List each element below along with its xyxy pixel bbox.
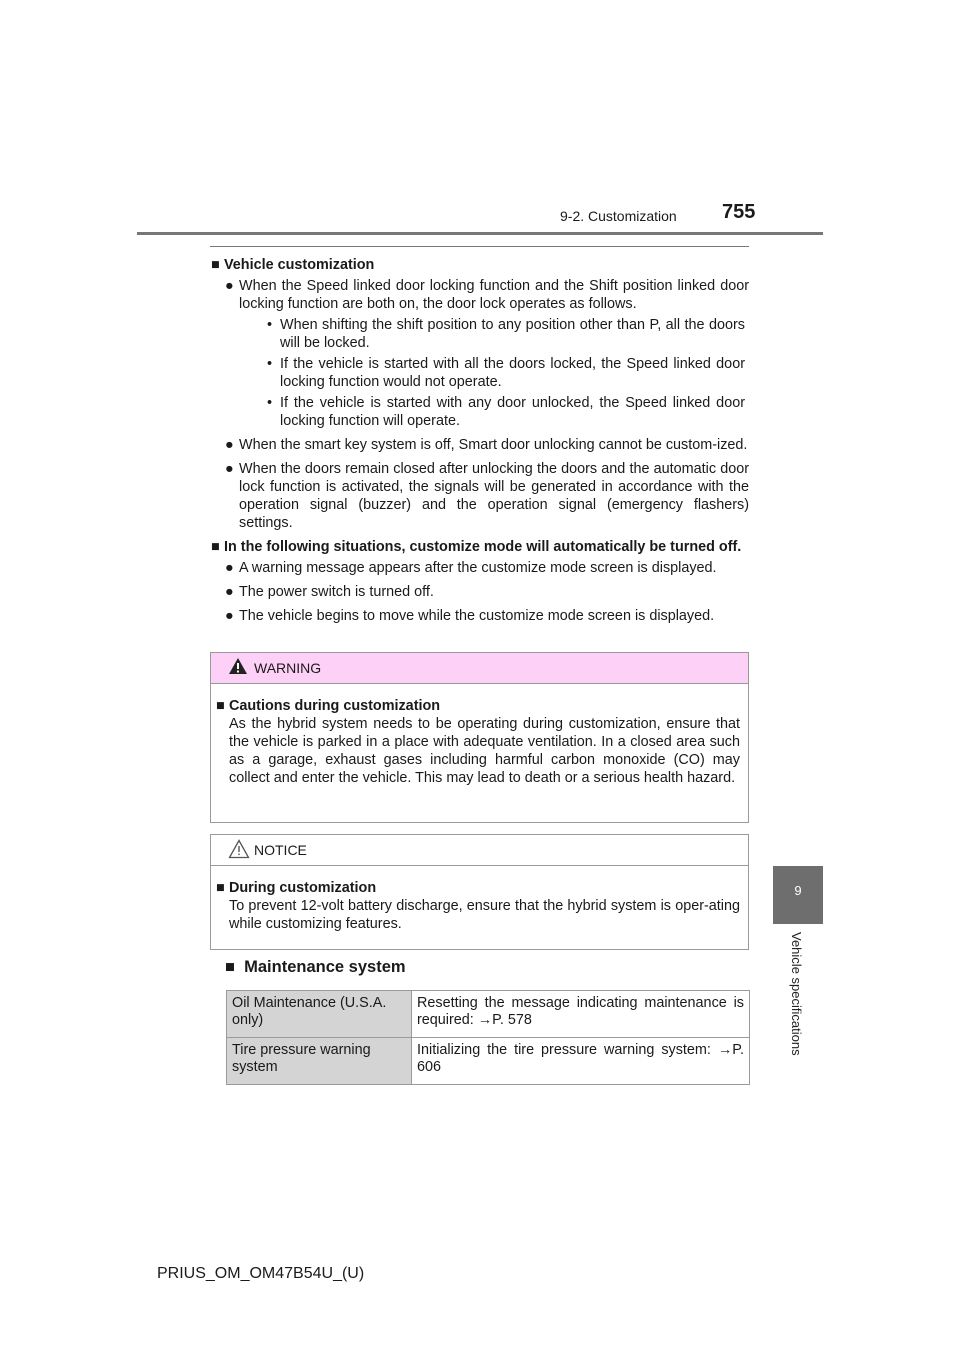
table-row — [227, 1038, 750, 1085]
round-bullet-icon: ● — [225, 560, 234, 576]
maintenance-heading: ■ Maintenance system — [225, 958, 406, 976]
notice-title: ■ During customization — [216, 880, 377, 896]
header-divider — [137, 232, 823, 235]
sub-list-item: • If the vehicle is started with any door unlocked, the Speed linked door locking function will operate. — [267, 395, 745, 429]
round-bullet-icon: ● — [225, 437, 234, 453]
auto-off-heading: ■ In the following situations, customize mode will automatically be turned off. — [211, 539, 742, 555]
square-bullet-icon: ■ — [225, 958, 235, 976]
list-item: ● A warning message appears after the customize mode screen is displayed. — [225, 560, 717, 576]
round-bullet-icon: ● — [225, 608, 234, 624]
warning-header — [211, 653, 748, 684]
square-bullet-icon: ■ — [216, 698, 225, 714]
warning-body — [211, 684, 748, 787]
content-divider — [210, 246, 749, 247]
document-code: PRIUS_OM_OM47B54U_(U) — [157, 1265, 365, 1282]
sub-list-item: • If the vehicle is started with all the doors locked, the Speed linked door locking function would not operate. — [267, 356, 745, 390]
notice-triangle-icon — [228, 839, 250, 859]
chapter-tab-label: Vehicle specifications — [789, 932, 804, 1056]
table-cell-label: Oil Maintenance (U.S.A. only) — [227, 991, 412, 1038]
list-item: ● The vehicle begins to move while the customize mode screen is displayed. — [225, 608, 715, 624]
round-bullet-icon: ● — [225, 584, 234, 600]
vehicle-customization-heading: ■ Vehicle customization — [211, 257, 375, 273]
notice-text: To prevent 12-volt battery discharge, ensure that the hybrid system is oper-ating while customizing features. — [229, 898, 740, 932]
page-number: 755 — [722, 201, 756, 223]
square-bullet-icon: ■ — [216, 880, 225, 896]
notice-box — [210, 834, 749, 950]
round-bullet-icon: ● — [225, 278, 234, 294]
list-item: ● When the doors remain closed after unlocking the doors and the automatic door lock function is activated, the signals will be generated in accordance with the operation signal (buzzer) and the operation signal (emergency flashers) settings. — [225, 461, 749, 531]
maintenance-table — [226, 990, 750, 1085]
section-title: 9-2. Customization — [560, 208, 677, 224]
warning-title: ■ Cautions during customization — [216, 698, 441, 714]
round-bullet-icon: ● — [225, 461, 234, 477]
notice-body — [211, 866, 748, 933]
sub-list-item: • When shifting the shift position to any position other than P, all the doors will be locked. — [267, 317, 745, 351]
list-item: ● The power switch is turned off. — [225, 584, 434, 600]
table-cell-value: Initializing the tire pressure warning system: →P. 606 — [412, 1038, 750, 1085]
list-item: ● When the smart key system is off, Smart door unlocking cannot be custom-ized. — [225, 437, 748, 453]
table-row — [227, 991, 750, 1038]
warning-box — [210, 652, 749, 823]
chapter-tab-number: 9 — [794, 883, 802, 898]
notice-header — [211, 835, 748, 866]
list-item: ● When the Speed linked door locking function and the Shift position linked door locking function are both on, the door lock operates as follows. • When shifting the shift position to any position other than P, all the doors will be locked. • If the vehicle is started with all the doors locked, the Speed linked door locking function would not operate. • If the vehicle is started with any door unlocked, the Speed linked door locking function will operate. — [225, 278, 749, 429]
main-content — [211, 256, 749, 631]
warning-triangle-icon — [228, 657, 248, 675]
square-bullet-icon: ■ — [211, 257, 220, 273]
table-cell-value: Resetting the message indicating maintenance is required: →P. 578 — [412, 991, 750, 1038]
warning-text: As the hybrid system needs to be operating during customization, ensure that the vehicle is parked in a place with adequate ventilation. In a closed area such as a garage, exhaust gases including harmful carbon monoxide (CO) may collect and enter the vehicle. This may lead to death or a serious health hazard. — [229, 716, 740, 786]
table-cell-label: Tire pressure warning system — [227, 1038, 412, 1085]
square-bullet-icon: ■ — [211, 539, 220, 555]
notice-label: NOTICE — [254, 842, 307, 858]
warning-label: WARNING — [254, 660, 322, 676]
